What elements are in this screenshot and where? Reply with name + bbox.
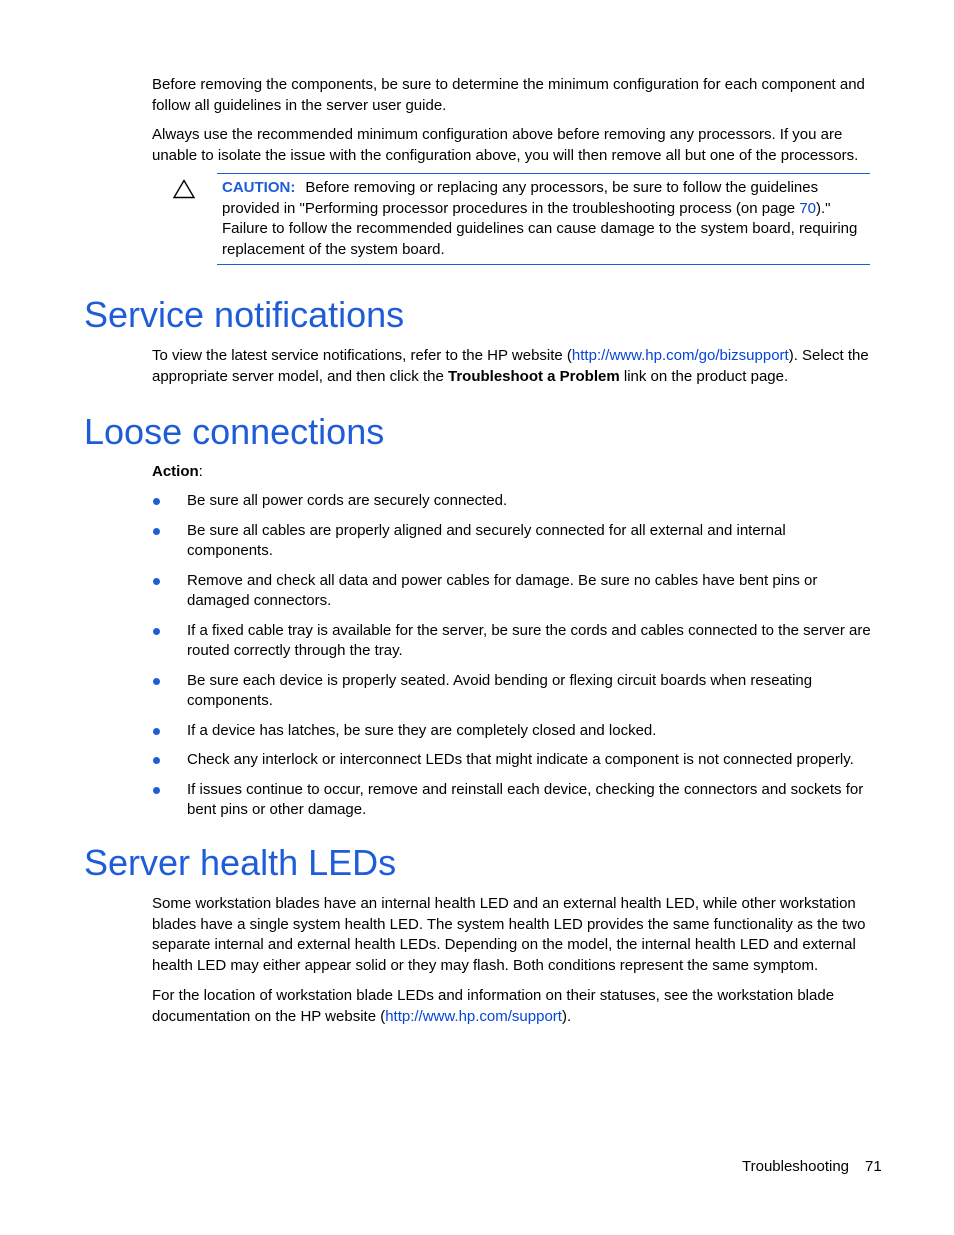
list-item-text: If a fixed cable tray is available for the server, be sure the cords and cables connected to the server are routed correctly through the tray. — [187, 621, 871, 659]
page-footer — [742, 1157, 882, 1178]
list-item — [152, 671, 872, 712]
bullet-dot-icon — [153, 757, 160, 764]
service-notifications-paragraph — [152, 346, 872, 387]
list-item-text: If a device has latches, be sure they are completely closed and locked. — [187, 721, 657, 739]
caution-label: CAUTION: — [222, 179, 296, 196]
heading-server-health-leds: Server health LEDs — [84, 842, 397, 883]
service-text-1: To view the latest service notifications, refer to the HP website ( — [152, 347, 572, 364]
bullet-dot-icon — [153, 628, 160, 635]
action-label: Action — [152, 463, 199, 480]
server-health-text-end: ). — [561, 1007, 572, 1025]
list-item-text: Be sure all power cords are securely connected. — [187, 492, 508, 509]
bullet-dot-icon — [153, 498, 160, 505]
troubleshoot-problem-label: Troubleshoot a Problem — [448, 367, 620, 385]
list-item — [152, 491, 872, 512]
list-item — [152, 780, 872, 821]
caution-text — [222, 178, 870, 260]
bullet-dot-icon — [153, 578, 160, 585]
bullet-dot-icon — [153, 528, 160, 535]
caution-page-link[interactable]: 70 — [799, 199, 817, 217]
list-item-text: If issues continue to occur, remove and reinstall each device, checking the connectors and sockets for bent pins or other damage. — [187, 780, 864, 818]
loose-connections-list — [152, 491, 872, 830]
hp-support-link[interactable]: http://www.hp.com/support — [385, 1007, 562, 1025]
service-text-3: link on the product page. — [619, 367, 789, 385]
server-health-text: For the location of workstation blade LEDs and information on their statuses, see the workstation blade documentation on the HP website ( — [152, 987, 835, 1025]
list-item — [152, 571, 872, 612]
page-number: 71 — [865, 1158, 882, 1175]
caution-body-start: Before removing or replacing any processors, be sure to follow the guidelines provided in "Performing processor procedures in the troubleshooting process (on page — [222, 179, 819, 217]
list-item — [152, 621, 872, 662]
footer-section: Troubleshooting — [742, 1158, 850, 1175]
bullet-dot-icon — [153, 728, 160, 735]
list-item — [152, 721, 872, 742]
heading-loose-connections: Loose connections — [84, 411, 385, 452]
server-health-paragraph-2 — [152, 986, 872, 1027]
heading-service-notifications: Service notifications — [84, 294, 405, 335]
intro-paragraph-1: Before removing the components, be sure to determine the minimum configuration for each component and follow all guidelines in the server user guide. — [152, 76, 865, 114]
list-item-text: Remove and check all data and power cables for damage. Be sure no cables have bent pins or damaged connectors. — [187, 571, 818, 609]
intro-paragraph-2: Always use the recommended minimum configuration above before removing any processors. If you are unable to isolate the issue with the configuration above, you will then remove all but one of the processors. — [152, 126, 859, 164]
list-item — [152, 750, 872, 771]
server-health-paragraph-1: Some workstation blades have an internal health LED and an external health LED, while other workstation blades have a single system health LED. The system health LED provides the same functionality as the two separate internal and external health LEDs. Depending on the model, the internal health LED and external health LED may either appear solid or they may flash. Both conditions represent the same symptom. — [152, 895, 866, 974]
bullet-dot-icon — [153, 787, 160, 794]
list-item — [152, 521, 872, 562]
list-item-text: Be sure all cables are properly aligned and securely connected for all external and internal components. — [187, 521, 786, 559]
bullet-dot-icon — [153, 678, 160, 685]
list-item-text: Check any interlock or interconnect LEDs that might indicate a component is not connected properly. — [187, 751, 854, 768]
caution-box — [217, 173, 870, 265]
action-label-line — [152, 462, 872, 483]
caution-body-end: )." Failure to follow the recommended guidelines can cause damage to the system board, requiring replacement of the system board. — [222, 199, 858, 258]
warning-triangle-icon — [172, 179, 196, 199]
bizsupport-link[interactable]: http://www.hp.com/go/bizsupport — [571, 347, 789, 364]
list-item-text: Be sure each device is properly seated. Avoid bending or flexing circuit boards when reseating components. — [187, 671, 813, 709]
service-text-2: ). Select the appropriate server model, and then click the — [152, 347, 869, 385]
action-colon: : — [198, 463, 203, 480]
